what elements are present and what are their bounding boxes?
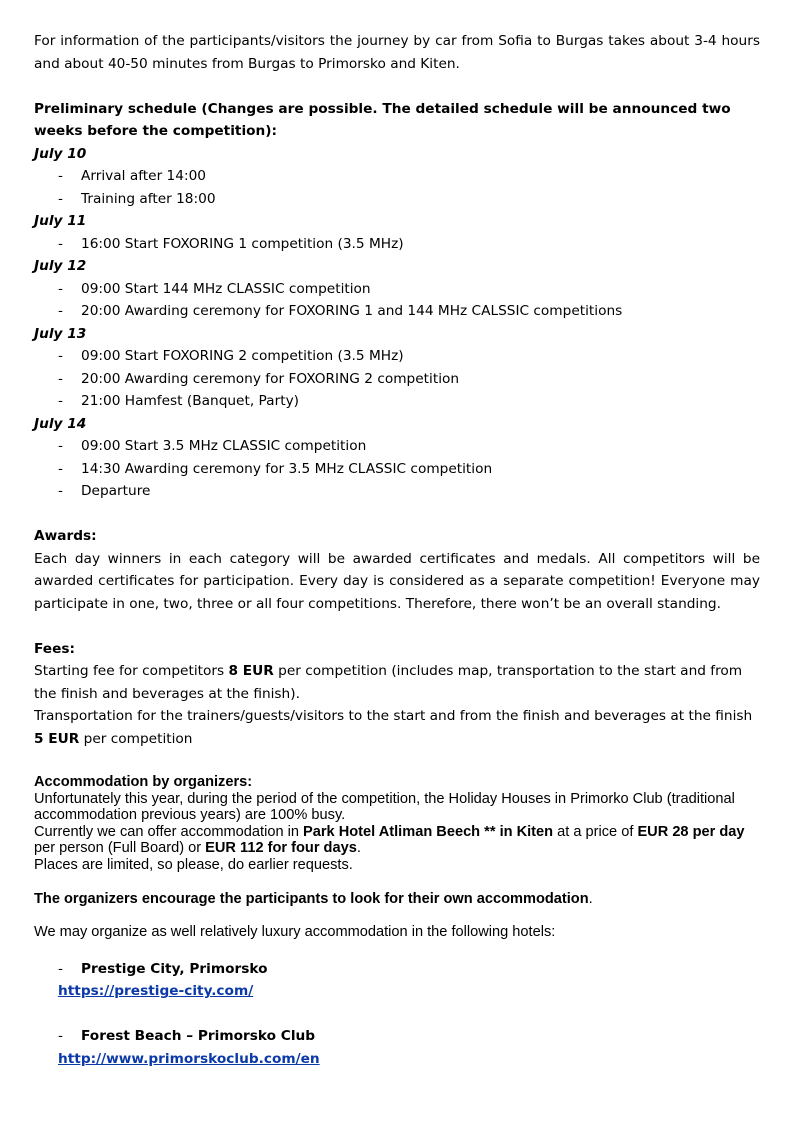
hotel-item: - Prestige City, Primorsko [58,960,268,977]
schedule-heading: Preliminary schedule (Changes are possible. The detailed schedule will be announced two weeks before the competition): [34,100,731,139]
fees-competitors: Starting fee for competitors 8 EUR per competition (includes map, transportation to the start and from the finish and beverages at the finish). [34,663,743,702]
luxury-paragraph: We may organize as well relatively luxury accommodation in the following hotels: [34,924,556,941]
accommodation-paragraph-3: Places are limited, so please, do earlier requests. [34,856,353,873]
schedule-date: July 12 [34,258,87,274]
fees-visitors: Transportation for the trainers/guests/visitors to the start and from the finish and beverages at the finish 5 EUR per competition [34,708,753,747]
hotel-item: - Forest Beach – Primorsko Club [58,1028,316,1045]
hotel-link-wrapper [34,1048,760,1071]
price-per-day: EUR 28 per day [637,823,745,840]
hotel-link-wrapper [34,980,760,1003]
schedule-date: July 11 [34,213,87,229]
schedule-item: - 21:00 Hamfest (Banquet, Party) [58,393,300,409]
schedule-item: - 20:00 Awarding ceremony for FOXORING 2 competition [58,370,460,387]
awards-heading: Awards: [34,528,97,544]
intro-paragraph: For information of the participants/visitors the journey by car from Sofia to Burgas takes about 3-4 hours and about 40-50 minutes from Burgas to Primorsko and Kiten. [34,33,760,72]
schedule-item: - 14:30 Awarding ceremony for 3.5 MHz CLASSIC competition [58,460,493,477]
fee-amount-competitors: 8 EUR [228,663,274,679]
schedule-item: - Departure [58,483,151,499]
hotel-name: Prestige City, Primorsko [81,960,268,977]
awards-paragraph: Each day winners in each category will be awarded certificates and medals. All competitors will be awarded certificates for participation. Every day is considered as a separate competition! Everyone may participate in one, two, three or all four competitions. Therefore, there won’t be an overall standing. [34,550,760,612]
document-page [34,30,760,1070]
encourage-paragraph: The organizers encourage the participants to look for their own accommodation. [34,890,593,907]
hotel-link[interactable]: http://www.primorskoclub.com/en [58,1050,320,1067]
schedule-date: July 14 [34,415,87,432]
accommodation-paragraph-2: Currently we can offer accommodation in Park Hotel Atliman Beech ** in Kiten at a price of EUR 28 per day per person (Full Board) or EUR 112 for four days. [34,823,745,857]
schedule-item: - 16:00 Start FOXORING 1 competition (3.5 MHz) [58,235,404,252]
schedule-date: July 13 [34,325,87,342]
schedule-item: - 09:00 Start FOXORING 2 competition (3.5 MHz) [58,348,404,364]
hotel-link[interactable]: https://prestige-city.com/ [58,983,254,1000]
fee-amount-visitors: 5 EUR [34,730,80,747]
schedule-item: - 20:00 Awarding ceremony for FOXORING 1 and 144 MHz CALSSIC competitions [58,303,623,319]
fees-heading: Fees: [34,640,75,657]
price-four-days: EUR 112 for four days [205,840,357,857]
hotel-name: Forest Beach – Primorsko Club [81,1028,316,1045]
schedule-item: - 09:00 Start 3.5 MHz CLASSIC competition [58,438,367,454]
hotel-name: Park Hotel Atliman Beech ** in Kiten [303,823,554,840]
schedule-item: - Training after 18:00 [58,190,216,207]
schedule-date: July 10 [34,145,87,162]
schedule-item: - 09:00 Start 144 MHz CLASSIC competition [58,280,371,297]
schedule-item: - Arrival after 14:00 [58,168,206,184]
accommodation-paragraph-1: Unfortunately this year, during the period of the competition, the Holiday Houses in Primorko Club (traditional accommodation previous years) are 100% busy. [34,790,735,824]
accommodation-heading: Accommodation by organizers: [34,774,253,790]
